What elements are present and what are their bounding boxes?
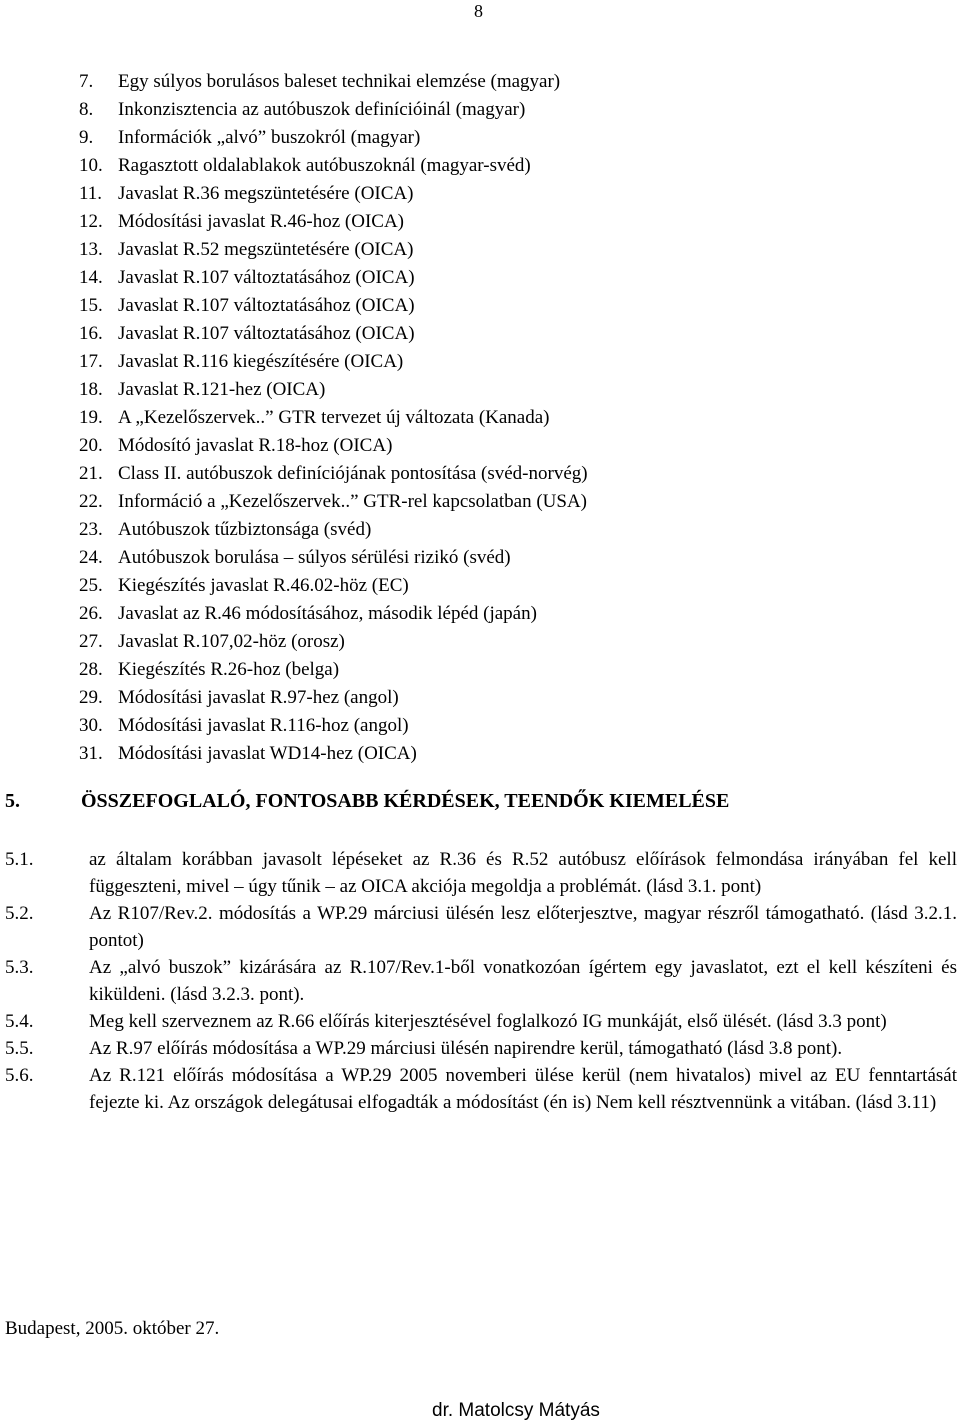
section-heading: [5, 790, 729, 813]
summary-item-number: 5.3.: [5, 957, 34, 978]
summary-item-text: Az R.97 előírás módosítása a WP.29 márciusi ülésén napirendre kerül, támogatható (lásd 3.8 pont).: [89, 1038, 843, 1059]
list-item: [79, 68, 561, 96]
list-item: [79, 432, 393, 460]
summary-item-number: 5.4.: [5, 1011, 34, 1032]
summary-item-number: 5.5.: [5, 1038, 34, 1059]
list-item-text: Kiegészítés javaslat R.46.02-höz (EC): [118, 575, 409, 596]
place-date: Budapest, 2005. október 27.: [5, 1318, 220, 1339]
list-item-text: Javaslat R.107,02-höz (orosz): [118, 631, 345, 652]
list-item-number: 31.: [79, 743, 103, 764]
list-item-text: Class II. autóbuszok definíciójának pontosítása (svéd-norvég): [118, 463, 588, 484]
list-item-text: Javaslat R.121-hez (OICA): [118, 379, 326, 400]
list-item-text: Javaslat R.52 megszüntetésére (OICA): [118, 239, 414, 260]
list-item-text: Információ a „Kezelőszervek..” GTR-rel kapcsolatban (USA): [118, 491, 587, 512]
list-item-number: 11.: [79, 183, 103, 204]
list-item: [79, 600, 537, 628]
list-item-number: 27.: [79, 631, 103, 652]
list-item-text: Javaslat az R.46 módosításához, második lépéd (japán): [118, 603, 537, 624]
list-item-number: 19.: [79, 407, 103, 428]
list-item-number: 8.: [79, 99, 94, 120]
list-item: [79, 516, 372, 544]
list-item: [79, 320, 415, 348]
list-item-number: 16.: [79, 323, 103, 344]
list-item: [79, 656, 340, 684]
list-item-text: A „Kezelőszervek..” GTR tervezet új változata (Kanada): [118, 407, 550, 428]
list-item: [79, 96, 526, 124]
list-item-number: 9.: [79, 127, 94, 148]
list-item-text: Egy súlyos borulásos baleset technikai elemzése (magyar): [118, 71, 561, 92]
list-item-number: 13.: [79, 239, 103, 260]
list-item: [79, 124, 421, 152]
list-item-text: Javaslat R.107 változtatásához (OICA): [118, 295, 415, 316]
list-item: [79, 628, 345, 656]
list-item-number: 22.: [79, 491, 103, 512]
summary-item: [5, 1008, 957, 1035]
list-item: [79, 292, 415, 320]
reference-list: [79, 68, 588, 768]
list-item-text: Javaslat R.116 kiegészítésére (OICA): [118, 351, 404, 372]
summary-item-text: az általam korábban javasolt lépéseket az R.36 és R.52 autóbusz előírások felmondása irányában fel kell függeszteni, mivel – úgy tűnik – az OICA akciója megoldja a problémát. (lásd 3.1. pont): [89, 849, 957, 897]
list-item-number: 21.: [79, 463, 103, 484]
section-number: 5.: [5, 790, 20, 812]
summary-items: [5, 846, 957, 1116]
summary-item: [5, 900, 957, 954]
list-item: [79, 712, 409, 740]
list-item: [79, 152, 531, 180]
list-item-number: 23.: [79, 519, 103, 540]
list-item: [79, 376, 326, 404]
summary-item-number: 5.1.: [5, 849, 34, 870]
list-item-text: Módosító javaslat R.18-hoz (OICA): [118, 435, 393, 456]
list-item: [79, 404, 550, 432]
list-item-number: 10.: [79, 155, 103, 176]
list-item-number: 14.: [79, 267, 103, 288]
page-number: 8: [474, 1, 483, 21]
summary-item: [5, 846, 957, 900]
summary-item-text: Az „alvó buszok” kizárására az R.107/Rev.1-ből vonatkozóan ígértem egy javaslatot, ezt el kell készíteni és kiküldeni. (lásd 3.2.3. pont).: [89, 957, 957, 1005]
list-item: [79, 544, 511, 572]
list-item-text: Javaslat R.107 változtatásához (OICA): [118, 323, 415, 344]
list-item: [79, 572, 409, 600]
summary-item-number: 5.6.: [5, 1065, 34, 1086]
summary-item-text: Meg kell szerveznem az R.66 előírás kiterjesztésével foglalkozó IG munkáját, első ülését. (lásd 3.3 pont): [89, 1011, 887, 1032]
list-item-number: 26.: [79, 603, 103, 624]
list-item-number: 18.: [79, 379, 103, 400]
list-item: [79, 460, 588, 488]
list-item-number: 12.: [79, 211, 103, 232]
list-item-text: Ragasztott oldalablakok autóbuszoknál (magyar-svéd): [118, 155, 531, 176]
list-item: [79, 208, 405, 236]
list-item-text: Autóbuszok borulása – súlyos sérülési rizikó (svéd): [118, 547, 511, 568]
list-item-text: Inkonzisztencia az autóbuszok definícióinál (magyar): [118, 99, 526, 120]
list-item: [79, 740, 417, 768]
list-item-number: 17.: [79, 351, 103, 372]
list-item-text: Módosítási javaslat R.46-hoz (OICA): [118, 211, 405, 232]
summary-item-text: Az R.121 előírás módosítása a WP.29 2005 novemberi ülése kerül (nem hivatalos) mivel az EU fenntartását fejezte ki. Az országok delegátusai elfogadták a módosítást (én is) Nem kell résztvennünk a vitában. (lásd 3.11): [89, 1065, 957, 1113]
list-item-number: 30.: [79, 715, 103, 736]
summary-item: [5, 954, 957, 1008]
section-title: ÖSSZEFOGLALÓ, FONTOSABB KÉRDÉSEK, TEENDŐK KIEMELÉSE: [81, 790, 730, 812]
list-item: [79, 348, 404, 376]
list-item-number: 29.: [79, 687, 103, 708]
list-item-text: Autóbuszok tűzbiztonsága (svéd): [118, 519, 372, 540]
summary-item: [5, 1062, 957, 1116]
list-item-text: Módosítási javaslat R.116-hoz (angol): [118, 715, 409, 736]
summary-item: [5, 1035, 957, 1062]
list-item-text: Javaslat R.107 változtatásához (OICA): [118, 267, 415, 288]
list-item: [79, 236, 414, 264]
list-item: [79, 488, 587, 516]
list-item-text: Információk „alvó” buszokról (magyar): [118, 127, 421, 148]
list-item-number: 7.: [79, 71, 94, 92]
list-item-number: 28.: [79, 659, 103, 680]
list-item-number: 24.: [79, 547, 103, 568]
summary-item-number: 5.2.: [5, 903, 34, 924]
list-item: [79, 180, 414, 208]
list-item-number: 20.: [79, 435, 103, 456]
list-item-text: Módosítási javaslat R.97-hez (angol): [118, 687, 399, 708]
signature: dr. Matolcsy Mátyás: [432, 1400, 600, 1421]
list-item-number: 15.: [79, 295, 103, 316]
summary-item-text: Az R107/Rev.2. módosítás a WP.29 márciusi ülésén lesz előterjesztve, magyar részről támogatható. (lásd 3.2.1. pontot): [89, 903, 957, 951]
list-item: [79, 684, 399, 712]
list-item-text: Kiegészítés R.26-hoz (belga): [118, 659, 340, 680]
list-item-text: Javaslat R.36 megszüntetésére (OICA): [118, 183, 414, 204]
list-item-number: 25.: [79, 575, 103, 596]
list-item-text: Módosítási javaslat WD14-hez (OICA): [118, 743, 417, 764]
list-item: [79, 264, 415, 292]
